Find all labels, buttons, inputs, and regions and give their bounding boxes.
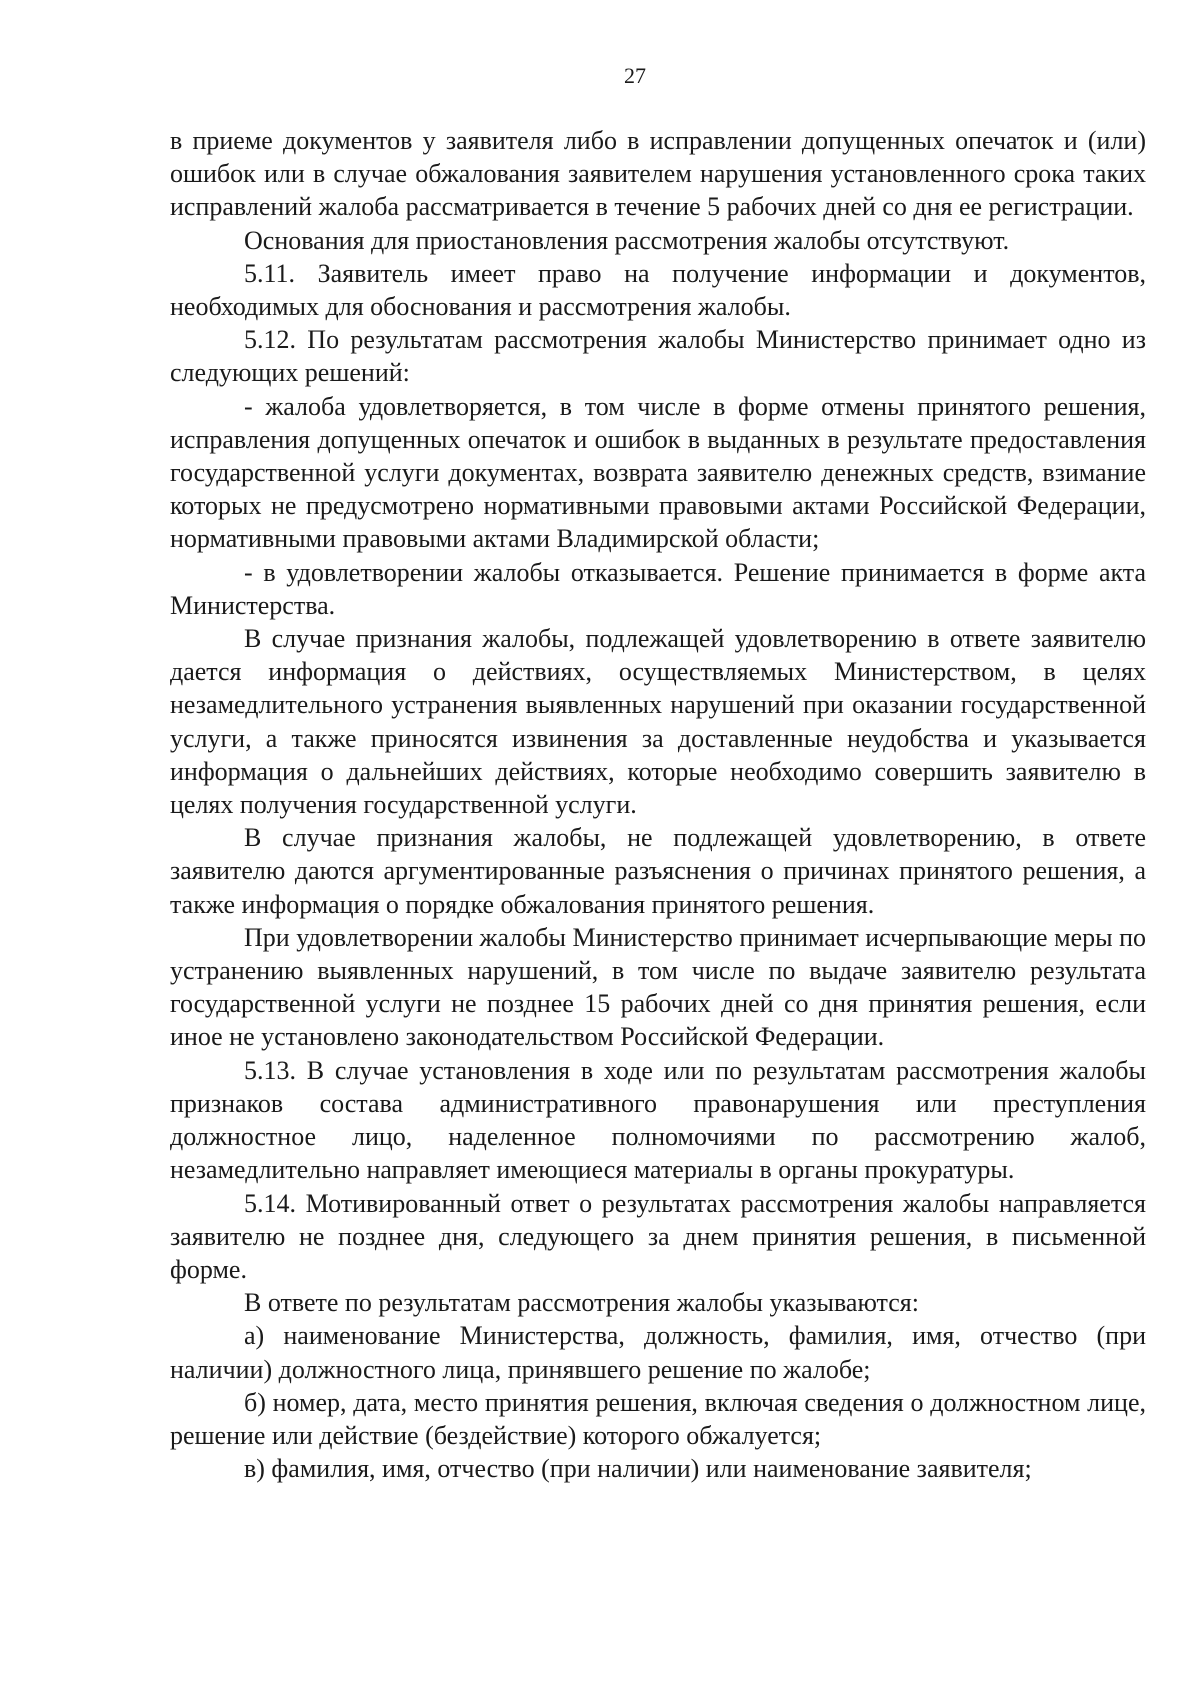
list-item-v: в) фамилия, имя, отчество (при наличии) или наименование заявителя; bbox=[244, 1454, 1032, 1484]
page-number: 27 bbox=[624, 63, 646, 88]
paragraph: В случае признания жалобы, подлежащей удовлетворению в ответе заявителю дается информация о действиях, осуществляемых Министерством, в целях незамедлительного устранения выявленных нарушений при оказании государственной услуги, а также приносятся извинения за доставленные неудобства и указывается информация о дальнейших действиях, которые необходимо совершить заявителю в целях получения государственной услуги. bbox=[170, 624, 1146, 820]
paragraph-5-13: 5.13. В случае установления в ходе или по результатам рассмотрения жалобы признаков состава административного правонарушения или преступления должностное лицо, наделенное полномочиями по рассмотрению жалоб, незамедлительно направляет имеющиеся материалы в органы прокуратуры. bbox=[170, 1055, 1146, 1185]
paragraph-5-11: 5.11. Заявитель имеет право на получение информации и документов, необходимых для обоснования и рассмотрения жалобы. bbox=[170, 258, 1146, 322]
document-body bbox=[170, 124, 1146, 1485]
paragraph: Основания для приостановления рассмотрения жалобы отсутствуют. bbox=[244, 225, 1010, 255]
list-item-satisfied: - жалоба удовлетворяется, в том числе в форме отмены принятого решения, исправления допущенных опечаток и ошибок в выданных в результате предоставления государственной услуги документах, возврата заявителю денежных средств, взимание которых не предусмотрено нормативными правовыми актами Российской Федерации, нормативными правовыми актами Владимирской области; bbox=[170, 391, 1146, 554]
paragraph-5-14: 5.14. Мотивированный ответ о результатах рассмотрения жалобы направляется заявителю не позднее дня, следующего за днем принятия решения, в письменной форме. bbox=[170, 1188, 1146, 1284]
paragraph-5-12: 5.12. По результатам рассмотрения жалобы Министерство принимает одно из следующих решений: bbox=[170, 325, 1146, 388]
list-item-refused: - в удовлетворении жалобы отказывается. Решение принимается в форме акта Министерства. bbox=[170, 557, 1146, 620]
paragraph-continuation: в приеме документов у заявителя либо в исправлении допущенных опечаток и (или) ошибок или в случае обжалования заявителем нарушения установленного срока таких исправлений жалоба рассматривается в течение 5 рабочих дней со дня ее регистрации. bbox=[170, 126, 1146, 222]
paragraph: В случае признания жалобы, не подлежащей удовлетворению, в ответе заявителю даются аргументированные разъяснения о причинах принятого решения, а также информация о порядке обжалования принятого решения. bbox=[170, 823, 1146, 919]
list-item-a: а) наименование Министерства, должность, фамилия, имя, отчество (при наличии) должностного лица, принявшего решение по жалобе; bbox=[170, 1321, 1146, 1384]
paragraph: При удовлетворении жалобы Министерство принимает исчерпывающие меры по устранению выявленных нарушений, в том числе по выдаче заявителю результата государственной услуги не позднее 15 рабочих дней со дня принятия решения, если иное не установлено законодательством Российской Федерации. bbox=[170, 922, 1146, 1052]
list-item-b: б) номер, дата, место принятия решения, включая сведения о должностном лице, решение или действие (бездействие) которого обжалуется; bbox=[170, 1387, 1146, 1450]
paragraph: В ответе по результатам рассмотрения жалобы указываются: bbox=[244, 1288, 919, 1318]
